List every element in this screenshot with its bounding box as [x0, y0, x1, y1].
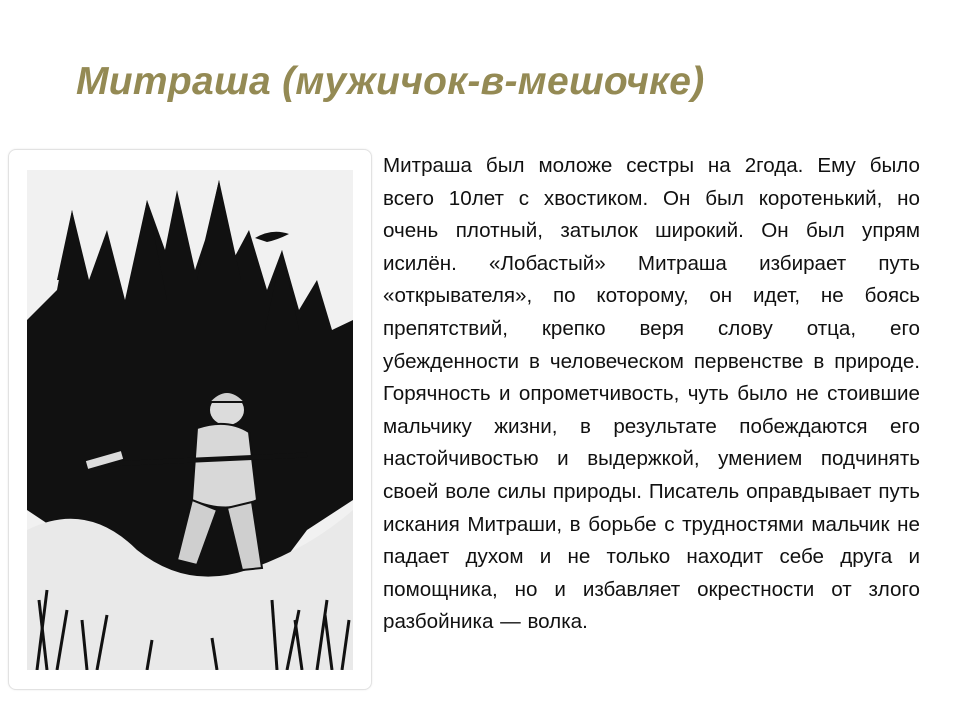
illustration-frame	[8, 149, 372, 690]
slide-title: Митраша (мужичок-в-мешочке)	[76, 60, 705, 103]
forest-hunter-illustration	[27, 170, 353, 670]
body-paragraph: Митраша был моложе сестры на 2года. Ему было всего 10лет с хвостиком. Он был коротенький, но очень плотный, затылок широкий. Он был упрям исилён. «Лобастый» Митраша избирает путь «открывателя», по которому, он идет, не боясь препятствий, крепко веря слову отца, его убежденности в человеческом первенстве в природе. Горячность и опрометчивость, чуть было не стоившие мальчику жизни, в результате побеждаются его настойчивостью и выдержкой, умением подчинять своей воле силы природы. Писатель оправдывает путь искания Митраши, в борьбе с трудностями мальчик не падает духом и не только находит себе друга и помощника, но и избавляет окрестности от злого разбойника — волка.	[383, 154, 920, 634]
body-text	[383, 150, 920, 639]
